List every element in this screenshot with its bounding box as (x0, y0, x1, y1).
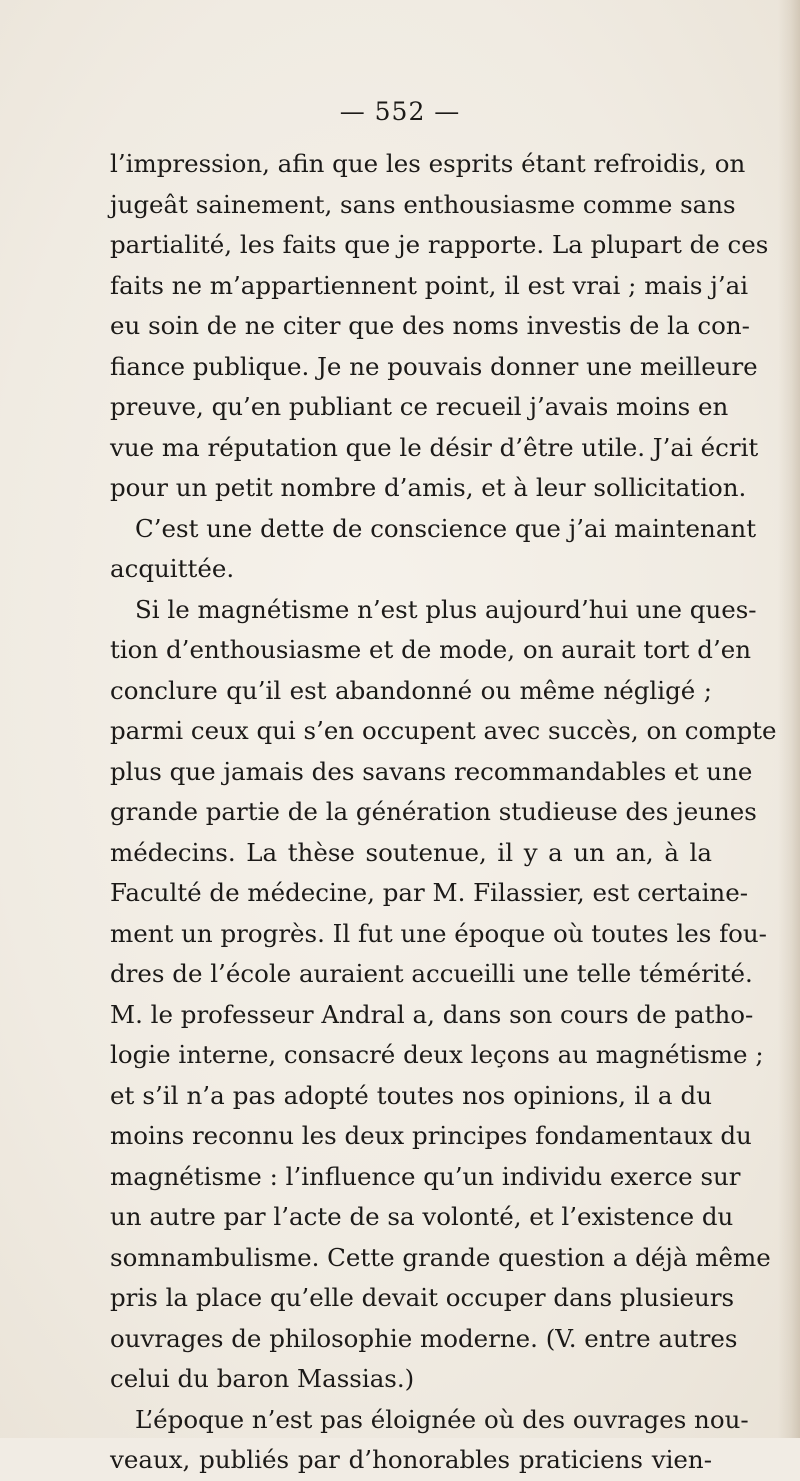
text-line: conclure qu’il est abandonné ou même négligé ; (110, 675, 712, 705)
page-number: — 552 — (339, 97, 461, 126)
text-line: acquittée. (110, 554, 235, 583)
text-line: plus que jamais des savans recommandables et une (110, 756, 753, 786)
text-line: grande partie de la génération studieuse des jeunes (110, 797, 757, 826)
text-line: M. le professeur Andral a, dans son cours de patho- (110, 999, 754, 1029)
paragraph-start-line: Si le magnétisme n’est plus aujourd’hui une ques- (135, 594, 757, 624)
text-line: et s’il n’a pas adopté toutes nos opinions, il a du (110, 1080, 712, 1110)
text-line: preuve, qu’en publiant ce recueil j’avais moins en (110, 392, 729, 421)
text-line: jugeât sainement, sans enthousiasme comme sans (110, 189, 736, 219)
body-text (110, 144, 777, 1481)
text-line: magnétisme : l’influence qu’un individu exerce sur (110, 1161, 741, 1191)
text-line: somnambulisme. Cette grande question a déjà même (110, 1242, 771, 1272)
text-line: dres de l’école auraient accueilli une telle témérité. (110, 959, 753, 988)
text-line: partialité, les faits que je rapporte. La plupart de ces (110, 230, 769, 259)
text-line: pris la place qu’elle devait occuper dans plusieurs (110, 1283, 735, 1312)
text-line: ment un progrès. Il fut une époque où toutes les fou- (110, 918, 767, 948)
text-line: moins reconnu les deux principes fondamentaux du (110, 1121, 752, 1150)
text-line: tion d’enthousiasme et de mode, on aurait tort d’en (110, 635, 752, 664)
text-line: veaux, publiés par d’honorables praticiens vien- (110, 1445, 712, 1474)
text-line: C’est une dette de conscience que j’ai maintenant (135, 513, 757, 543)
text-line: celui du baron Massias.) (110, 1364, 415, 1393)
paragraph-start-line: L’époque n’est pas éloignée où des ouvrages nou- (135, 1404, 749, 1434)
page-edge-shadow (778, 0, 800, 1438)
text-line: logie interne, consacré deux leçons au magnétisme ; (110, 1040, 764, 1069)
text-line: vue ma réputation que le désir d’être utile. J’ai écrit (110, 432, 759, 462)
text-line: un autre par l’acte de sa volonté, et l’existence du (110, 1202, 734, 1231)
text-line: médecins. La thèse soutenue, il y a un an, à la (110, 837, 712, 867)
text-line: Faculté de médecine, par M. Filassier, est certaine- (110, 878, 748, 907)
text-line: l’impression, afin que les esprits étant refroidis, on (110, 149, 746, 178)
text-line: eu soin de ne citer que des noms investis de la con- (110, 311, 750, 340)
text-line: parmi ceux qui s’en occupent avec succès, on compte (110, 716, 777, 745)
text-line: pour un petit nombre d’amis, et à leur sollicitation. (110, 473, 747, 502)
text-line: faits ne m’appartiennent point, il est vrai ; mais j’ai (110, 270, 749, 300)
text-line: fiance publique. Je ne pouvais donner une meilleure (110, 351, 758, 381)
text-line: ouvrages de philosophie moderne. (V. entre autres (110, 1323, 738, 1353)
